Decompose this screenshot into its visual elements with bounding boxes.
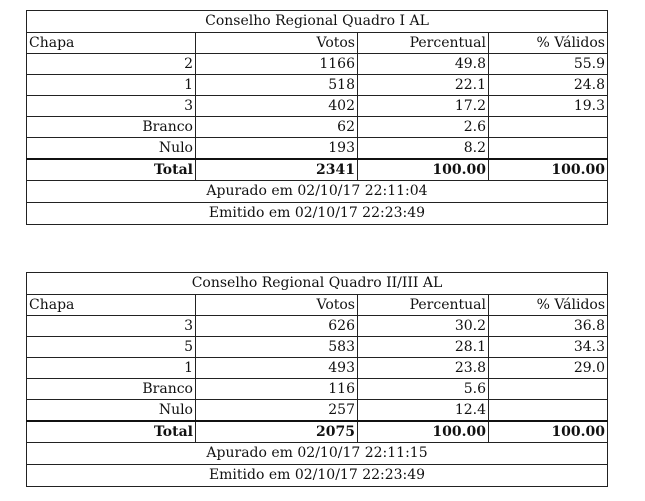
- table-row: [27, 96, 608, 117]
- emitido-row: [27, 465, 608, 487]
- cell-votos: 116: [196, 379, 358, 400]
- cell-chapa: 3: [27, 316, 196, 337]
- cell-votos: 402: [196, 96, 358, 117]
- cell-percentual: 23.8: [358, 358, 489, 379]
- cell-percentual: 30.2: [358, 316, 489, 337]
- total-row: [27, 421, 608, 443]
- cell-percentual: 8.2: [358, 138, 489, 160]
- cell-chapa: Nulo: [27, 400, 196, 422]
- table-row: [27, 337, 608, 358]
- cell-chapa: 1: [27, 358, 196, 379]
- header-chapa: Chapa: [27, 33, 196, 54]
- header-percentual: Percentual: [358, 33, 489, 54]
- cell-votos: 583: [196, 337, 358, 358]
- apurado-row: [27, 181, 608, 203]
- cell-percentual: 12.4: [358, 400, 489, 422]
- cell-validos: 24.8: [489, 75, 608, 96]
- cell-chapa: 5: [27, 337, 196, 358]
- table-title-row: [27, 11, 608, 33]
- table-row: [27, 358, 608, 379]
- cell-validos: 55.9: [489, 54, 608, 75]
- cell-validos: [489, 400, 608, 422]
- apurado-row: [27, 443, 608, 465]
- cell-percentual: 2.6: [358, 117, 489, 138]
- cell-chapa: 3: [27, 96, 196, 117]
- results-table-quadro-1: [26, 10, 608, 225]
- cell-percentual: 5.6: [358, 379, 489, 400]
- cell-validos: [489, 379, 608, 400]
- table-title-row: [27, 273, 608, 295]
- table-row: [27, 75, 608, 96]
- emitido-timestamp: Emitido em 02/10/17 22:23:49: [27, 203, 608, 225]
- cell-votos: 626: [196, 316, 358, 337]
- table-header-row: [27, 295, 608, 316]
- header-percentual: Percentual: [358, 295, 489, 316]
- apurado-timestamp: Apurado em 02/10/17 22:11:15: [27, 443, 608, 465]
- total-validos: 100.00: [489, 159, 608, 181]
- apurado-timestamp: Apurado em 02/10/17 22:11:04: [27, 181, 608, 203]
- table-header-row: [27, 33, 608, 54]
- header-chapa: Chapa: [27, 295, 196, 316]
- results-table-quadro-2-3: [26, 272, 608, 487]
- cell-validos: 34.3: [489, 337, 608, 358]
- cell-validos: 29.0: [489, 358, 608, 379]
- cell-validos: [489, 117, 608, 138]
- cell-validos: 36.8: [489, 316, 608, 337]
- total-label: Total: [27, 421, 196, 443]
- cell-chapa: Branco: [27, 379, 196, 400]
- emitido-row: [27, 203, 608, 225]
- header-votos: Votos: [196, 295, 358, 316]
- table-row: [27, 379, 608, 400]
- total-label: Total: [27, 159, 196, 181]
- table-row: [27, 316, 608, 337]
- total-percentual: 100.00: [358, 159, 489, 181]
- cell-votos: 193: [196, 138, 358, 160]
- total-votos: 2341: [196, 159, 358, 181]
- emitido-timestamp: Emitido em 02/10/17 22:23:49: [27, 465, 608, 487]
- total-percentual: 100.00: [358, 421, 489, 443]
- cell-percentual: 22.1: [358, 75, 489, 96]
- header-validos: % Válidos: [489, 33, 608, 54]
- cell-chapa: 2: [27, 54, 196, 75]
- table-row: [27, 400, 608, 422]
- total-validos: 100.00: [489, 421, 608, 443]
- cell-validos: 19.3: [489, 96, 608, 117]
- header-validos: % Válidos: [489, 295, 608, 316]
- cell-votos: 493: [196, 358, 358, 379]
- cell-percentual: 49.8: [358, 54, 489, 75]
- cell-votos: 62: [196, 117, 358, 138]
- table-row: [27, 54, 608, 75]
- total-row: [27, 159, 608, 181]
- cell-votos: 257: [196, 400, 358, 422]
- cell-votos: 1166: [196, 54, 358, 75]
- header-votos: Votos: [196, 33, 358, 54]
- total-votos: 2075: [196, 421, 358, 443]
- table-row: [27, 138, 608, 160]
- cell-validos: [489, 138, 608, 160]
- cell-chapa: Branco: [27, 117, 196, 138]
- table-title: Conselho Regional Quadro II/III AL: [27, 273, 608, 295]
- cell-votos: 518: [196, 75, 358, 96]
- cell-chapa: 1: [27, 75, 196, 96]
- cell-percentual: 17.2: [358, 96, 489, 117]
- cell-chapa: Nulo: [27, 138, 196, 160]
- table-title: Conselho Regional Quadro I AL: [27, 11, 608, 33]
- table-row: [27, 117, 608, 138]
- cell-percentual: 28.1: [358, 337, 489, 358]
